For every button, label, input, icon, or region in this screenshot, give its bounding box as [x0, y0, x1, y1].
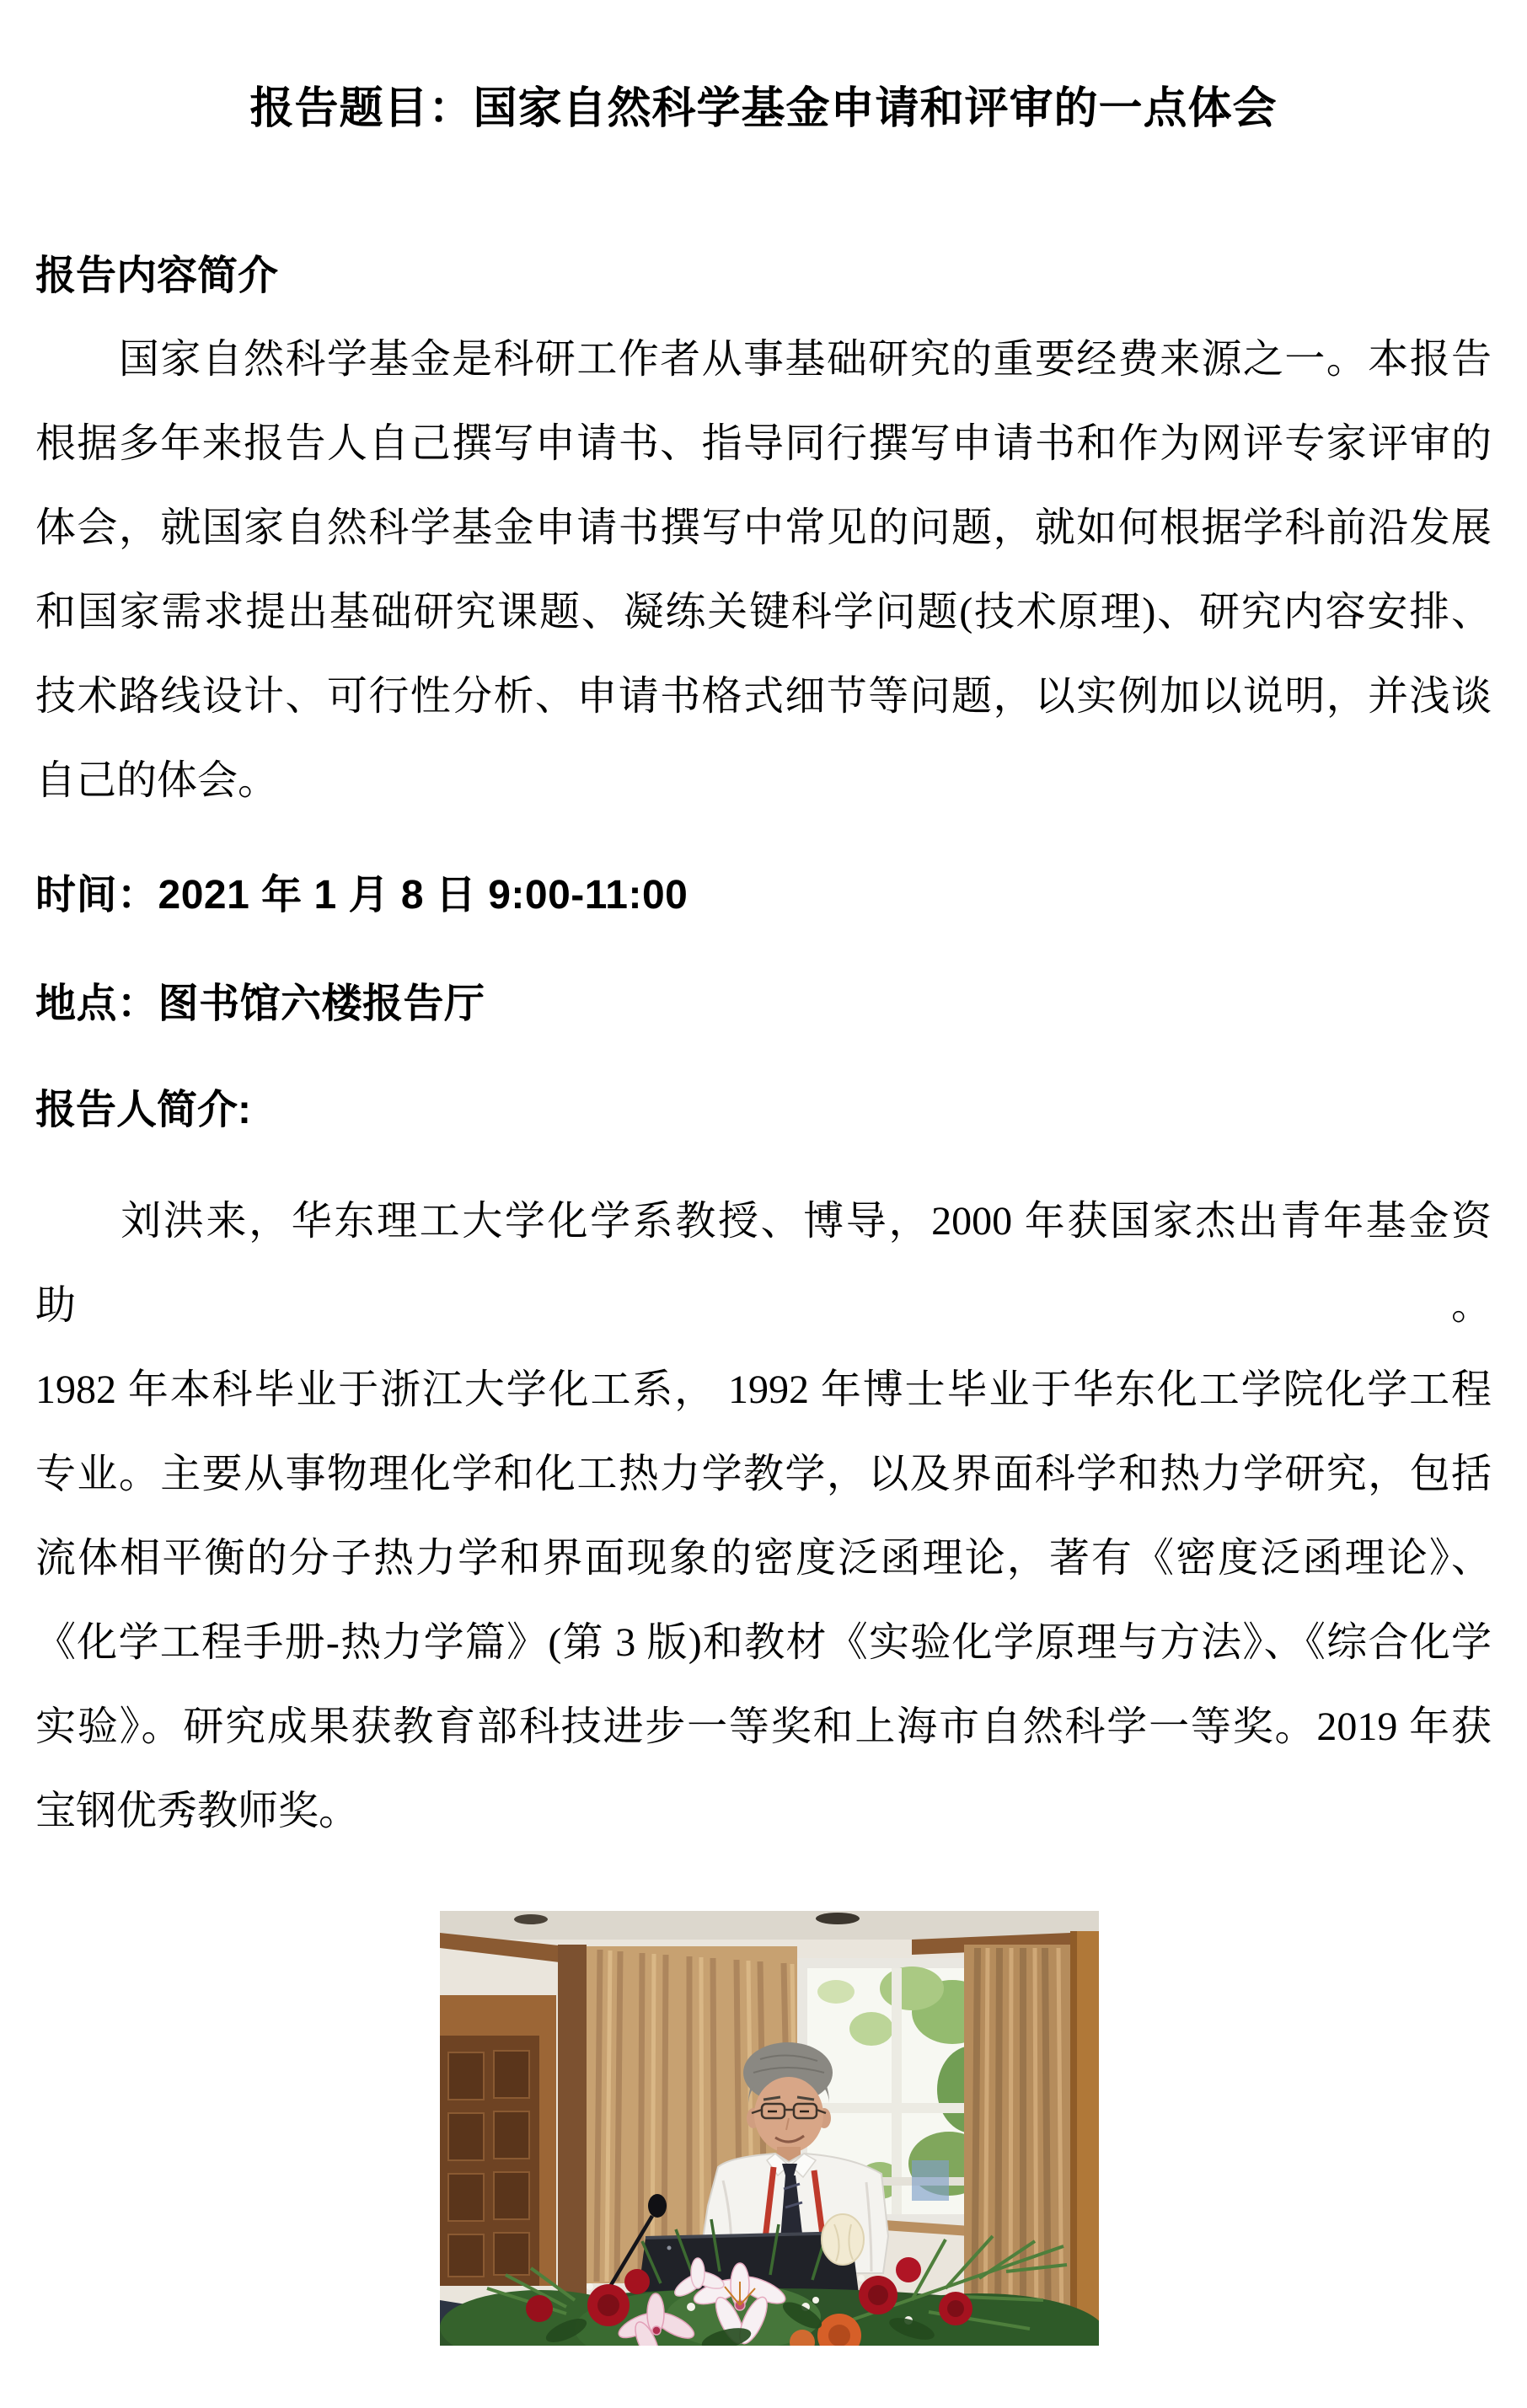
- bio-line: 1982 年本科毕业于浙江大学化工系， 1992 年博士毕业于华东化工学院化学工程: [35, 1367, 1492, 1412]
- bio-line: 流体相平衡的分子热力学和界面现象的密度泛函理论，著有《密度泛函理论》、: [35, 1536, 1492, 1581]
- bio-line: 实验》。研究成果获教育部科技进步一等奖和上海市自然科学一等奖。2019 年获: [35, 1704, 1492, 1749]
- abstract-line: 自己的体会。: [35, 758, 279, 803]
- abstract-paragraph: [35, 318, 1492, 823]
- abstract-line: 体会，就国家自然科学基金申请书撰写中常见的问题，就如何根据学科前沿发展: [35, 506, 1492, 550]
- abstract-heading: 报告内容简介: [35, 254, 279, 298]
- bio-line: 刘洪来，华东理工大学化学系教授、博导，2000 年获国家杰出青年基金资助。: [35, 1199, 1492, 1328]
- bio-line: 《化学工程手册-热力学篇》(第 3 版)和教材《实验化学原理与方法》、《综合化学: [35, 1620, 1492, 1665]
- abstract-line: 国家自然科学基金是科研工作者从事基础研究的重要经费来源之一。本报告: [35, 337, 1492, 382]
- photo-illustration: [440, 1911, 1099, 2346]
- abstract-line: 和国家需求提出基础研究课题、凝练关键科学问题(技术原理)、研究内容安排、: [35, 590, 1492, 634]
- speaker-at-podium-photo: [440, 1911, 1099, 2346]
- page-title: 报告题目：国家自然科学基金申请和评审的一点体会: [249, 84, 1278, 133]
- bio-line: 专业。主要从事物理化学和化工热力学教学，以及界面科学和热力学研究，包括: [35, 1452, 1492, 1496]
- bio-line: 宝钢优秀教师奖。: [35, 1789, 360, 1833]
- speaker-bio-paragraph: [35, 1180, 1492, 1854]
- abstract-line: 根据多年来报告人自己撰写申请书、指导同行撰写申请书和作为网评专家评审的: [35, 421, 1492, 466]
- time-line: 时间：2021 年 1 月 8 日 9:00-11:00: [35, 873, 688, 918]
- speaker-heading: 报告人简介:: [35, 1088, 251, 1132]
- abstract-line: 技术路线设计、可行性分析、申请书格式细节等问题，以实例加以说明，并浅谈: [35, 674, 1492, 719]
- location-line: 地点：图书馆六楼报告厅: [35, 982, 485, 1026]
